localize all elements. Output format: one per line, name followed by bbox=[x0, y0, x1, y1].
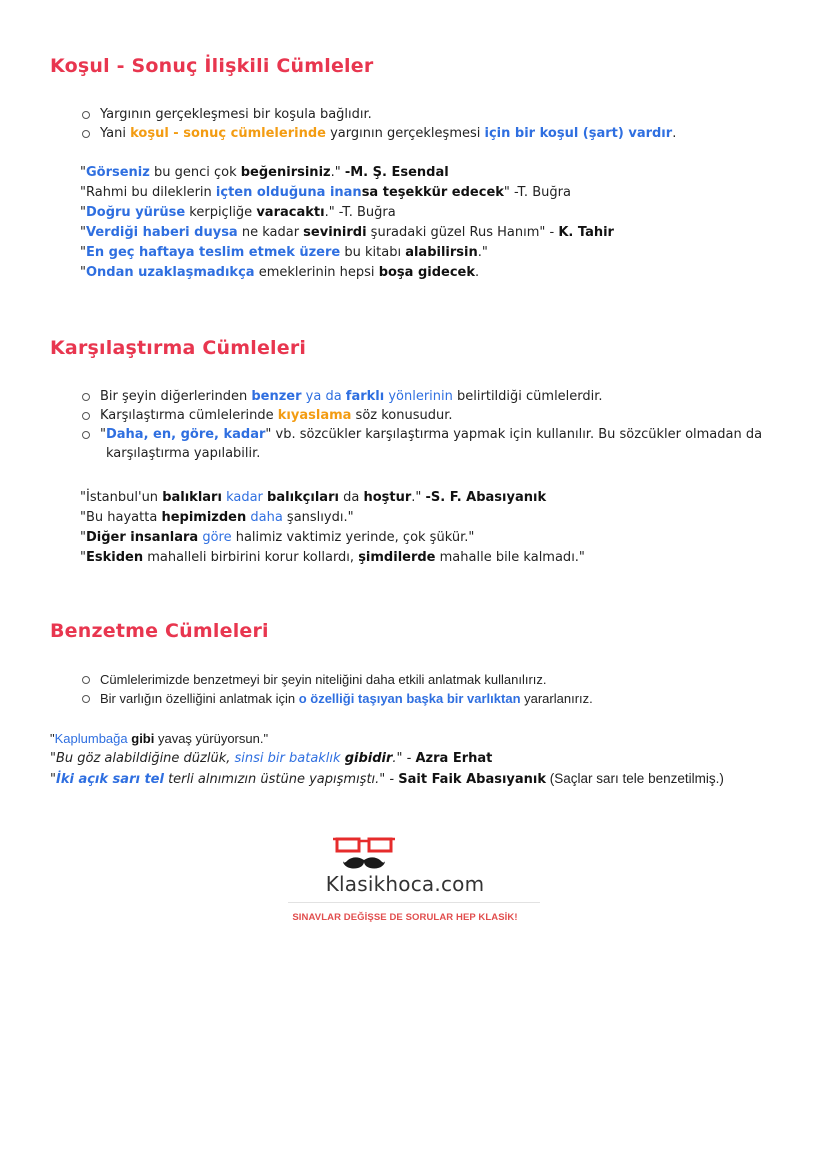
quote-author: K. Tahir bbox=[558, 225, 614, 240]
example-quotes-karsilastirma bbox=[80, 488, 585, 568]
bullet-circle-icon bbox=[82, 412, 90, 420]
example-quote: "İki açık sarı tel terli alnımızın üstüne yapışmıştı." - Sait Faik Abasıyanık (Saçlar sarı tele benzetilmiş.) bbox=[50, 771, 724, 787]
example-quotes-kosul-sonuc bbox=[80, 163, 614, 283]
bullet-item: Yani koşul - sonuç cümlelerinde yargının gerçekleşmesi için bir koşul (şart) vardır. bbox=[80, 124, 676, 143]
highlight-orange: koşul - sonuç cümlelerinde bbox=[130, 126, 326, 141]
bullet-item: Bir şeyin diğerlerinden benzer ya da farklı yönlerinin belirtildiği cümlelerdir. bbox=[80, 387, 796, 406]
section-title-benzetme: Benzetme Cümleleri bbox=[50, 620, 269, 642]
example-quote: "Eskiden mahalleli birbirini korur kollardı, şimdilerde mahalle bile kalmadı." bbox=[80, 550, 585, 565]
divider bbox=[288, 902, 540, 903]
example-quote: "Doğru yürüse kerpiçliğe varacaktı." -T. Buğra bbox=[80, 205, 396, 220]
bullet-list-kosul-sonuc bbox=[80, 105, 676, 143]
quote-author: -M. Ş. Esendal bbox=[344, 165, 449, 180]
brand-name: Klasikhoca.com bbox=[325, 872, 485, 896]
bullet-list-karsilastirma bbox=[80, 387, 796, 463]
bullet-circle-icon bbox=[82, 431, 90, 439]
bullet-circle-icon bbox=[82, 393, 90, 401]
example-quote: "Verdiği haberi duysa ne kadar sevinirdi şuradaki güzel Rus Hanım" - K. Tahir bbox=[80, 225, 614, 240]
example-quote: "Görseniz bu genci çok beğenirsiniz." -M. Ş. Esendal bbox=[80, 165, 449, 180]
example-quote: "Ondan uzaklaşmadıkça emeklerinin hepsi boşa gidecek. bbox=[80, 265, 480, 280]
bullet-circle-icon bbox=[82, 695, 90, 703]
bullet-list-benzetme bbox=[80, 670, 593, 708]
quote-note: (Saçlar sarı tele benzetilmiş.) bbox=[546, 771, 724, 786]
example-quote: "Diğer insanlara göre halimiz vaktimiz yerinde, çok şükür." bbox=[80, 530, 475, 545]
example-quote: "Rahmi bu dileklerin içten olduğuna inansa teşekkür edecek" -T. Buğra bbox=[80, 185, 571, 200]
example-quote: "Bu göz alabildiğine düzlük, sinsi bir bataklık gibidir." - Azra Erhat bbox=[50, 751, 493, 766]
bullet-circle-icon bbox=[82, 676, 90, 684]
example-quote: "İstanbul'un balıkları kadar balıkçıları da hoştur." -S. F. Abasıyanık bbox=[80, 490, 547, 505]
glasses-mustache-icon bbox=[270, 830, 540, 872]
highlight-orange: kıyaslama bbox=[277, 408, 352, 423]
bullet-circle-icon bbox=[82, 130, 90, 138]
highlight-blue: için bir koşul (şart) vardır bbox=[484, 126, 673, 141]
quote-author: -S. F. Abasıyanık bbox=[425, 490, 547, 505]
example-quote: "En geç haftaya teslim etmek üzere bu kitabı alabilirsin." bbox=[80, 245, 488, 260]
quote-author: Azra Erhat bbox=[415, 751, 493, 766]
example-quotes-benzetme bbox=[50, 729, 724, 790]
bullet-item: Bir varlığın özelliğini anlatmak için o özelliği taşıyan başka bir varlıktan yararlanırız. bbox=[80, 689, 593, 708]
quote-author: Sait Faik Abasıyanık bbox=[398, 772, 547, 787]
bullet-item: Cümlelerimizde benzetmeyi bir şeyin niteliğini daha etkili anlatmak kullanılırız. bbox=[80, 670, 593, 689]
quote-author: " -T. Buğra bbox=[503, 185, 571, 200]
slogan: SINAVLAR DEĞİŞSE DE SORULAR HEP KLASİK! bbox=[292, 912, 518, 923]
bullet-item: "Daha, en, göre, kadar" vb. sözcükler karşılaştırma yapmak için kullanılır. Bu sözcükler olmadan da karşılaştırma yapılabilir. bbox=[80, 425, 796, 463]
klasikhoca-logo bbox=[270, 830, 540, 930]
quote-author: ." -T. Buğra bbox=[324, 205, 396, 220]
example-quote: "Kaplumbağa gibi yavaş yürüyorsun." bbox=[50, 731, 269, 746]
bullet-item: Yargının gerçekleşmesi bir koşula bağlıdır. bbox=[80, 105, 676, 124]
section-title-kosul-sonuc: Koşul - Sonuç İlişkili Cümleler bbox=[50, 55, 374, 77]
bullet-circle-icon bbox=[82, 111, 90, 119]
section-title-karsilastirma: Karşılaştırma Cümleleri bbox=[50, 337, 307, 359]
bullet-item: Karşılaştırma cümlelerinde kıyaslama söz konusudur. bbox=[80, 406, 796, 425]
example-quote: "Bu hayatta hepimizden daha şanslıydı." bbox=[80, 510, 354, 525]
